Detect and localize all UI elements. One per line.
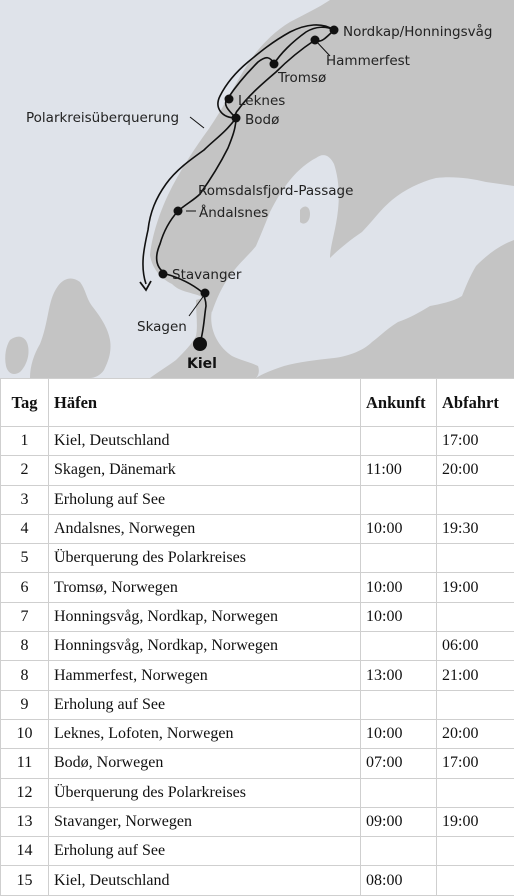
cell-arrival: 10:00	[361, 514, 437, 543]
scandinavia-land	[150, 0, 514, 312]
header-arrival: Ankunft	[361, 379, 437, 427]
cell-tag: 6	[1, 573, 49, 602]
cell-tag: 4	[1, 514, 49, 543]
cell-tag: 2	[1, 456, 49, 485]
cell-tag: 10	[1, 719, 49, 748]
port-marker-nordkap	[330, 26, 339, 35]
cell-departure: 21:00	[437, 661, 514, 690]
cell-tag: 9	[1, 690, 49, 719]
table-row	[1, 837, 514, 866]
cell-port: Andalsnes, Norwegen	[49, 514, 361, 543]
table-row	[1, 661, 514, 690]
label-tromso: Tromsø	[278, 70, 327, 86]
cell-departure: 20:00	[437, 719, 514, 748]
header-port: Häfen	[49, 379, 361, 427]
route-map-svg	[0, 0, 514, 378]
table-header-row	[1, 379, 514, 427]
itinerary-body	[1, 427, 514, 896]
cell-port: Stavanger, Norwegen	[49, 807, 361, 836]
cell-tag: 3	[1, 485, 49, 514]
cell-departure: 17:00	[437, 427, 514, 456]
cell-departure: 17:00	[437, 749, 514, 778]
cell-arrival: 10:00	[361, 602, 437, 631]
cell-tag: 7	[1, 602, 49, 631]
cell-arrival	[361, 690, 437, 719]
cell-arrival: 13:00	[361, 661, 437, 690]
label-bodo: Bodø	[245, 112, 280, 128]
itinerary-table	[0, 378, 514, 896]
table-row	[1, 749, 514, 778]
cell-port: Leknes, Lofoten, Norwegen	[49, 719, 361, 748]
port-marker-leknes	[225, 95, 234, 104]
table-row	[1, 602, 514, 631]
cell-arrival	[361, 544, 437, 573]
table-row	[1, 456, 514, 485]
cell-port: Tromsø, Norwegen	[49, 573, 361, 602]
cell-port: Überquerung des Polarkreises	[49, 778, 361, 807]
cell-arrival: 10:00	[361, 719, 437, 748]
cell-tag: 12	[1, 778, 49, 807]
table-row	[1, 807, 514, 836]
label-hammerfest: Hammerfest	[326, 53, 410, 69]
cell-port: Kiel, Deutschland	[49, 427, 361, 456]
cell-departure	[437, 544, 514, 573]
cell-departure	[437, 602, 514, 631]
table-row	[1, 485, 514, 514]
cell-departure: 19:00	[437, 573, 514, 602]
cell-arrival	[361, 837, 437, 866]
label-romsdal: Romsdalsfjord-Passage	[198, 183, 354, 199]
cell-port: Kiel, Deutschland	[49, 866, 361, 895]
table-row	[1, 719, 514, 748]
label-skagen: Skagen	[137, 319, 187, 335]
table-row	[1, 573, 514, 602]
table-row	[1, 544, 514, 573]
port-marker-andalsnes	[174, 207, 183, 216]
cell-arrival	[361, 778, 437, 807]
cell-departure	[437, 485, 514, 514]
cell-tag: 8	[1, 632, 49, 661]
cell-departure	[437, 866, 514, 895]
table-row	[1, 866, 514, 895]
cell-departure	[437, 837, 514, 866]
cell-port: Honningsvåg, Nordkap, Norwegen	[49, 632, 361, 661]
cell-port: Skagen, Dänemark	[49, 456, 361, 485]
cell-tag: 1	[1, 427, 49, 456]
table-row	[1, 427, 514, 456]
route-map	[0, 0, 514, 378]
british-isles-land	[30, 279, 111, 378]
port-marker-tromso	[270, 60, 279, 69]
cell-arrival: 11:00	[361, 456, 437, 485]
cell-tag: 15	[1, 866, 49, 895]
cell-arrival	[361, 427, 437, 456]
cell-tag: 8	[1, 661, 49, 690]
ireland-land	[5, 337, 28, 374]
cell-departure: 20:00	[437, 456, 514, 485]
table-row	[1, 514, 514, 543]
label-stavanger: Stavanger	[172, 267, 242, 283]
cell-port: Überquerung des Polarkreises	[49, 544, 361, 573]
cell-arrival	[361, 632, 437, 661]
cell-port: Erholung auf See	[49, 690, 361, 719]
cell-port: Bodø, Norwegen	[49, 749, 361, 778]
table-row	[1, 778, 514, 807]
cell-tag: 5	[1, 544, 49, 573]
cell-port: Hammerfest, Norwegen	[49, 661, 361, 690]
port-marker-hammerfest	[311, 36, 320, 45]
cell-departure: 19:30	[437, 514, 514, 543]
table-row	[1, 632, 514, 661]
cell-port: Honningsvåg, Nordkap, Norwegen	[49, 602, 361, 631]
cell-tag: 14	[1, 837, 49, 866]
cell-arrival	[361, 485, 437, 514]
label-nordkap: Nordkap/Honningsvåg	[343, 24, 493, 40]
polarkreis-leader	[190, 117, 204, 128]
cell-arrival: 10:00	[361, 573, 437, 602]
port-marker-stavanger	[159, 270, 168, 279]
baltic-island-land	[300, 207, 310, 224]
label-polarkreis: Polarkreisüberquerung	[26, 110, 180, 126]
cell-tag: 13	[1, 807, 49, 836]
east-europe-land	[256, 240, 514, 378]
header-departure: Abfahrt	[437, 379, 514, 427]
port-marker-bodo	[232, 114, 241, 123]
cell-arrival: 08:00	[361, 866, 437, 895]
port-marker-kiel	[193, 337, 207, 351]
cell-departure	[437, 690, 514, 719]
header-tag: Tag	[1, 379, 49, 427]
label-kiel: Kiel	[187, 356, 217, 372]
cell-departure	[437, 778, 514, 807]
table-row	[1, 690, 514, 719]
cell-tag: 11	[1, 749, 49, 778]
label-leknes: Leknes	[238, 93, 286, 109]
cell-arrival: 07:00	[361, 749, 437, 778]
label-andalsnes: Åndalsnes	[199, 205, 269, 221]
cell-port: Erholung auf See	[49, 485, 361, 514]
cell-port: Erholung auf See	[49, 837, 361, 866]
cell-departure: 19:00	[437, 807, 514, 836]
cell-arrival: 09:00	[361, 807, 437, 836]
port-marker-skagen	[201, 289, 210, 298]
cell-departure: 06:00	[437, 632, 514, 661]
